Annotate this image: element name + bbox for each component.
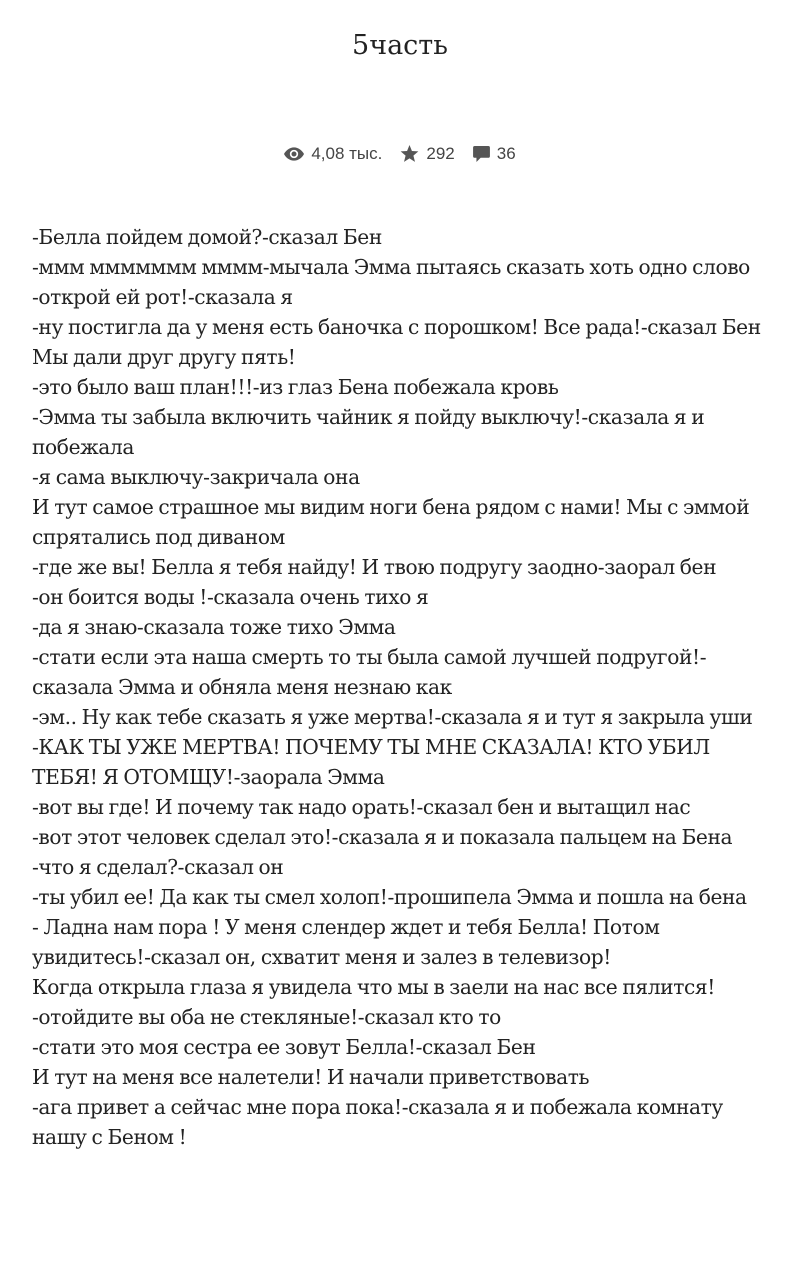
story-paragraph: -КАК ТЫ УЖЕ МЕРТВА! ПОЧЕМУ ТЫ МНЕ СКАЗАЛА! КТО УБИЛ ТЕБЯ! Я ОТОМЩУ!-заорала Эмма	[32, 735, 710, 789]
comment-icon	[473, 146, 490, 162]
story-paragraph: -я сама выключу-закричала она	[32, 465, 360, 489]
views-count: 4,08 тыс.	[311, 144, 383, 163]
story-paragraph: -ммм ммммммм мммм-мычала Эмма пытаясь сказать хоть одно слово	[32, 255, 750, 279]
story-paragraph: Когда открыла глаза я увидела что мы в заели на нас все пялится!	[32, 975, 715, 999]
story-paragraph: -эм.. Ну как тебе сказать я уже мертва!-сказала я и тут я закрыла уши	[32, 705, 753, 729]
story-paragraph: -ага привет а сейчас мне пора пока!-сказала я и побежала комнату нашу с Беном !	[32, 1095, 723, 1149]
story-paragraph: -ну постигла да у меня есть баночка с порошком! Все рада!-сказал Бен	[32, 315, 761, 339]
votes-stat	[400, 144, 454, 164]
story-paragraph: - Ладна нам пора ! У меня слендер ждет и тебя Белла! Потом увидитесь!-сказал он, схватит меня и залез в телевизор!	[32, 915, 660, 969]
story-paragraph: Мы дали друг другу пять!	[32, 345, 296, 369]
story-paragraph: И тут на меня все налетели! И начали приветствовать	[32, 1065, 590, 1089]
story-paragraph: -ты убил ее! Да как ты смел холоп!-прошипела Эмма и пошла на бена	[32, 885, 747, 909]
story-text	[32, 222, 772, 1152]
chapter-title: 5часть	[352, 30, 448, 61]
story-paragraph: -Белла пойдем домой?-сказал Бен	[32, 225, 382, 249]
chapter-stats	[0, 144, 800, 164]
story-paragraph: -вот вы где! И почему так надо орать!-сказал бен и вытащил нас	[32, 795, 691, 819]
votes-count: 292	[426, 144, 455, 163]
star-icon	[400, 145, 419, 163]
story-paragraph: -отойдите вы оба не стекляные!-сказал кто то	[32, 1005, 501, 1029]
story-paragraph: -что я сделал?-сказал он	[32, 855, 284, 879]
comments-count: 36	[496, 144, 516, 163]
story-paragraph: -где же вы! Белла я тебя найду! И твою подругу заодно-заорал бен	[32, 555, 717, 579]
story-paragraph: -вот этот человек сделал это!-сказала я и показала пальцем на Бена	[32, 825, 733, 849]
comments-stat	[473, 144, 516, 164]
story-paragraph: -стати это моя сестра ее зовут Белла!-сказал Бен	[32, 1035, 536, 1059]
eye-icon	[284, 147, 304, 161]
views-stat	[284, 144, 382, 164]
story-paragraph: И тут самое страшное мы видим ноги бена рядом с нами! Мы с эммой спрятались под диваном	[32, 495, 750, 549]
story-paragraph: -Эмма ты забыла включить чайник я пойду выключу!-сказала я и побежала	[32, 405, 705, 459]
story-paragraph: -да я знаю-сказала тоже тихо Эмма	[32, 615, 396, 639]
story-paragraph: -открой ей рот!-сказала я	[32, 285, 293, 309]
story-paragraph: -стати если эта наша смерть то ты была самой лучшей подругой!-сказала Эмма и обняла меня незнаю как	[32, 645, 707, 699]
story-paragraph: -он боится воды !-сказала очень тихо я	[32, 585, 429, 609]
story-paragraph: -это было ваш план!!!-из глаз Бена побежала кровь	[32, 375, 559, 399]
